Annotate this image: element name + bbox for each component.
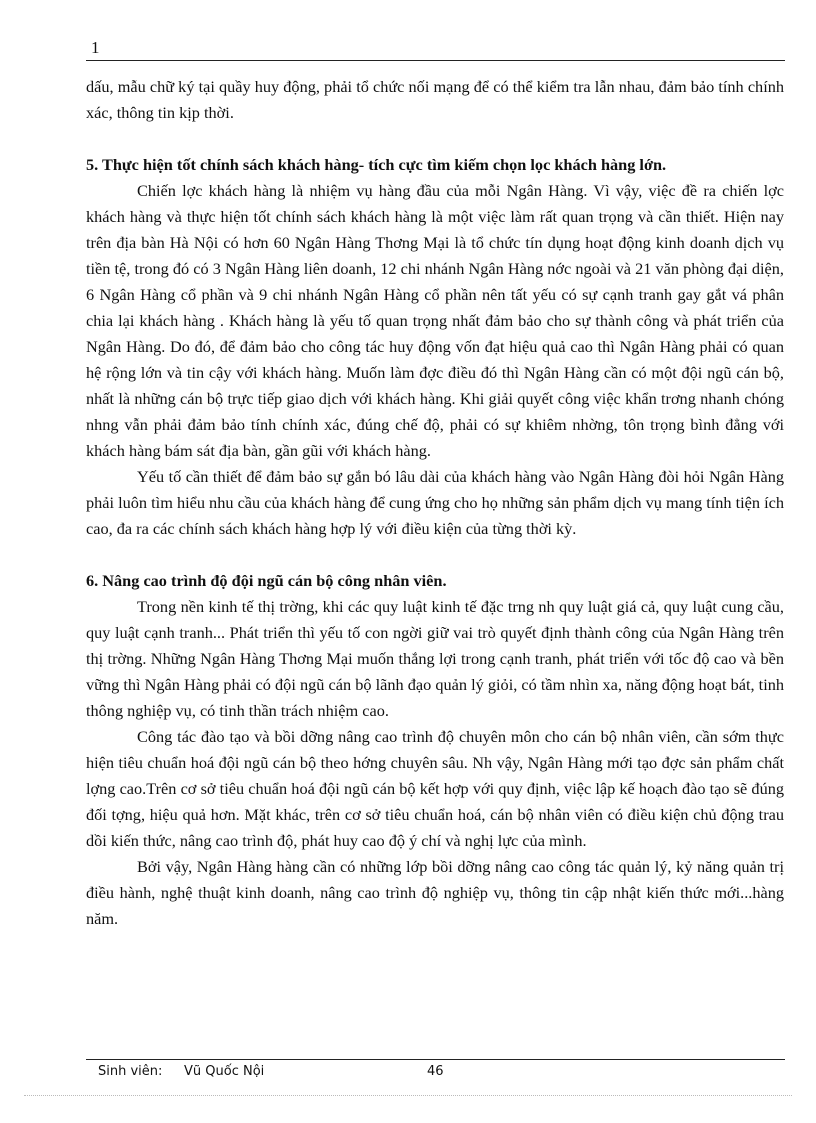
header-rule: [86, 60, 785, 61]
student-name: Vũ Quốc Nội: [184, 1064, 265, 1079]
paragraph-5-1: Chiến lợc khách hàng là nhiệm vụ hàng đầu của mỗi Ngân Hàng. Vì vậy, việc đề ra chiến lợc khách hàng và thực hiện tốt chính sách khách hàng là một việc làm rất quan trọng và cần thiết. Hiện nay trên địa bàn Hà Nội có hơn 60 Ngân Hàng Thơng Mại là tổ chức tín dụng hoạt động kinh doanh dịch vụ tiền tệ, trong đó có 3 Ngân Hàng liên doanh, 12 chi nhánh Ngân Hàng nớc ngoài và 21 văn phòng đại diện, 6 Ngân Hàng cổ phần và 9 chi nhánh Ngân Hàng cổ phần nên tất yếu có sự cạnh tranh gay gắt vá phân chia lại khách hàng . Khách hàng là yếu tố quan trọng nhất đảm bảo cho sự thành công và phát triển của Ngân Hàng. Do đó, để đảm bảo cho công tác huy động vốn đạt hiệu quả cao thì Ngân Hàng phải có quan hệ rộng lớn và tin cậy với khách hàng. Muốn làm đợc điều đó thì Ngân Hàng cần có một đội ngũ cán bộ, nhất là những cán bộ trực tiếp giao dịch với khách hàng. Khi giải quyết công việc khẩn trơng nhanh chóng nhng vẫn phải đảm bảo tính chính xác, đúng chế độ, phải có sự khiêm nhờng, tôn trọng bình đẳng với khách hàng bám sát địa bàn, gần gũi với khách hàng.: [86, 181, 784, 460]
paragraph-6-2: Công tác đào tạo và bồi dỡng nâng cao trình độ chuyên môn cho cán bộ nhân viên, cần sớm thực hiện tiêu chuẩn hoá đội ngũ cán bộ theo hớng chuyên sâu. Nh vậy, Ngân Hàng mới tạo đợc sản phẩm chất lợng cao.Trên cơ sở tiêu chuẩn hoá đội ngũ cán bộ kết hợp với quy định, việc lập kế hoạch đào tạo sẽ đúng đối tợng, hiệu quả hơn. Mặt khác, trên cơ sở tiêu chuẩn hoá, cán bộ nhân viên có điều kiện chủ động trau dồi kiến thức, nâng cao trình độ, phát huy cao độ ý chí và nghị lực của mình.: [86, 727, 784, 850]
paragraph-5-2: Yếu tố cần thiết để đảm bảo sự gắn bó lâu dài của khách hàng vào Ngân Hàng đòi hỏi Ngân Hàng phải luôn tìm hiểu nhu cầu của khách hàng để cung ứng cho họ những sản phẩm dịch vụ mang tính tiện ích cao, đa ra các chính sách khách hàng hợp lý với điều kiện của từng thời kỳ.: [86, 467, 784, 538]
section-heading-6: 6. Nâng cao trình độ đội ngũ cán bộ công nhân viên.: [86, 571, 447, 590]
paragraph-6-1: Trong nền kinh tế thị trờng, khi các quy luật kinh tế đặc trng nh quy luật giá cả, quy luật cung cầu, quy luật cạnh tranh... Phát triển thì yếu tố con ngời giữ vai trò quyết định thành công của Ngân Hàng trên thị trờng. Những Ngân Hàng Thơng Mại muốn thắng lợi trong cạnh tranh, phát triển với tốc độ cao và bền vững thì Ngân Hàng phải có đội ngũ cán bộ lãnh đạo quản lý giỏi, có tầm nhìn xa, năng động hoạt bát, tinh thông nghiệp vụ, có tinh thần trách nhiệm cao.: [86, 597, 784, 720]
student-label: Sinh viên:: [98, 1064, 163, 1079]
document-body: [86, 74, 784, 932]
spacer: [86, 542, 784, 568]
paragraph-6-3: Bởi vậy, Ngân Hàng hàng cần có những lớp bồi dỡng nâng cao công tác quản lý, kỷ năng quản trị điều hành, nghệ thuật kinh doanh, nâng cao trình độ nghiệp vụ, thông tin cập nhật kiến thức mới...hàng năm.: [86, 857, 784, 928]
page-edge-divider: [24, 1095, 792, 1096]
spacer: [86, 126, 784, 152]
page-number: 46: [427, 1064, 444, 1079]
page-marker: 1: [91, 38, 100, 57]
section-heading-5: 5. Thực hiện tốt chính sách khách hàng- tích cực tìm kiếm chọn lọc khách hàng lớn.: [86, 155, 667, 174]
paragraph-intro: dấu, mẫu chữ ký tại quầy huy động, phải tổ chức nối mạng để có thể kiểm tra lẫn nhau, đảm bảo tính chính xác, thông tin kịp thời.: [86, 77, 784, 122]
footer-rule: [86, 1059, 785, 1060]
